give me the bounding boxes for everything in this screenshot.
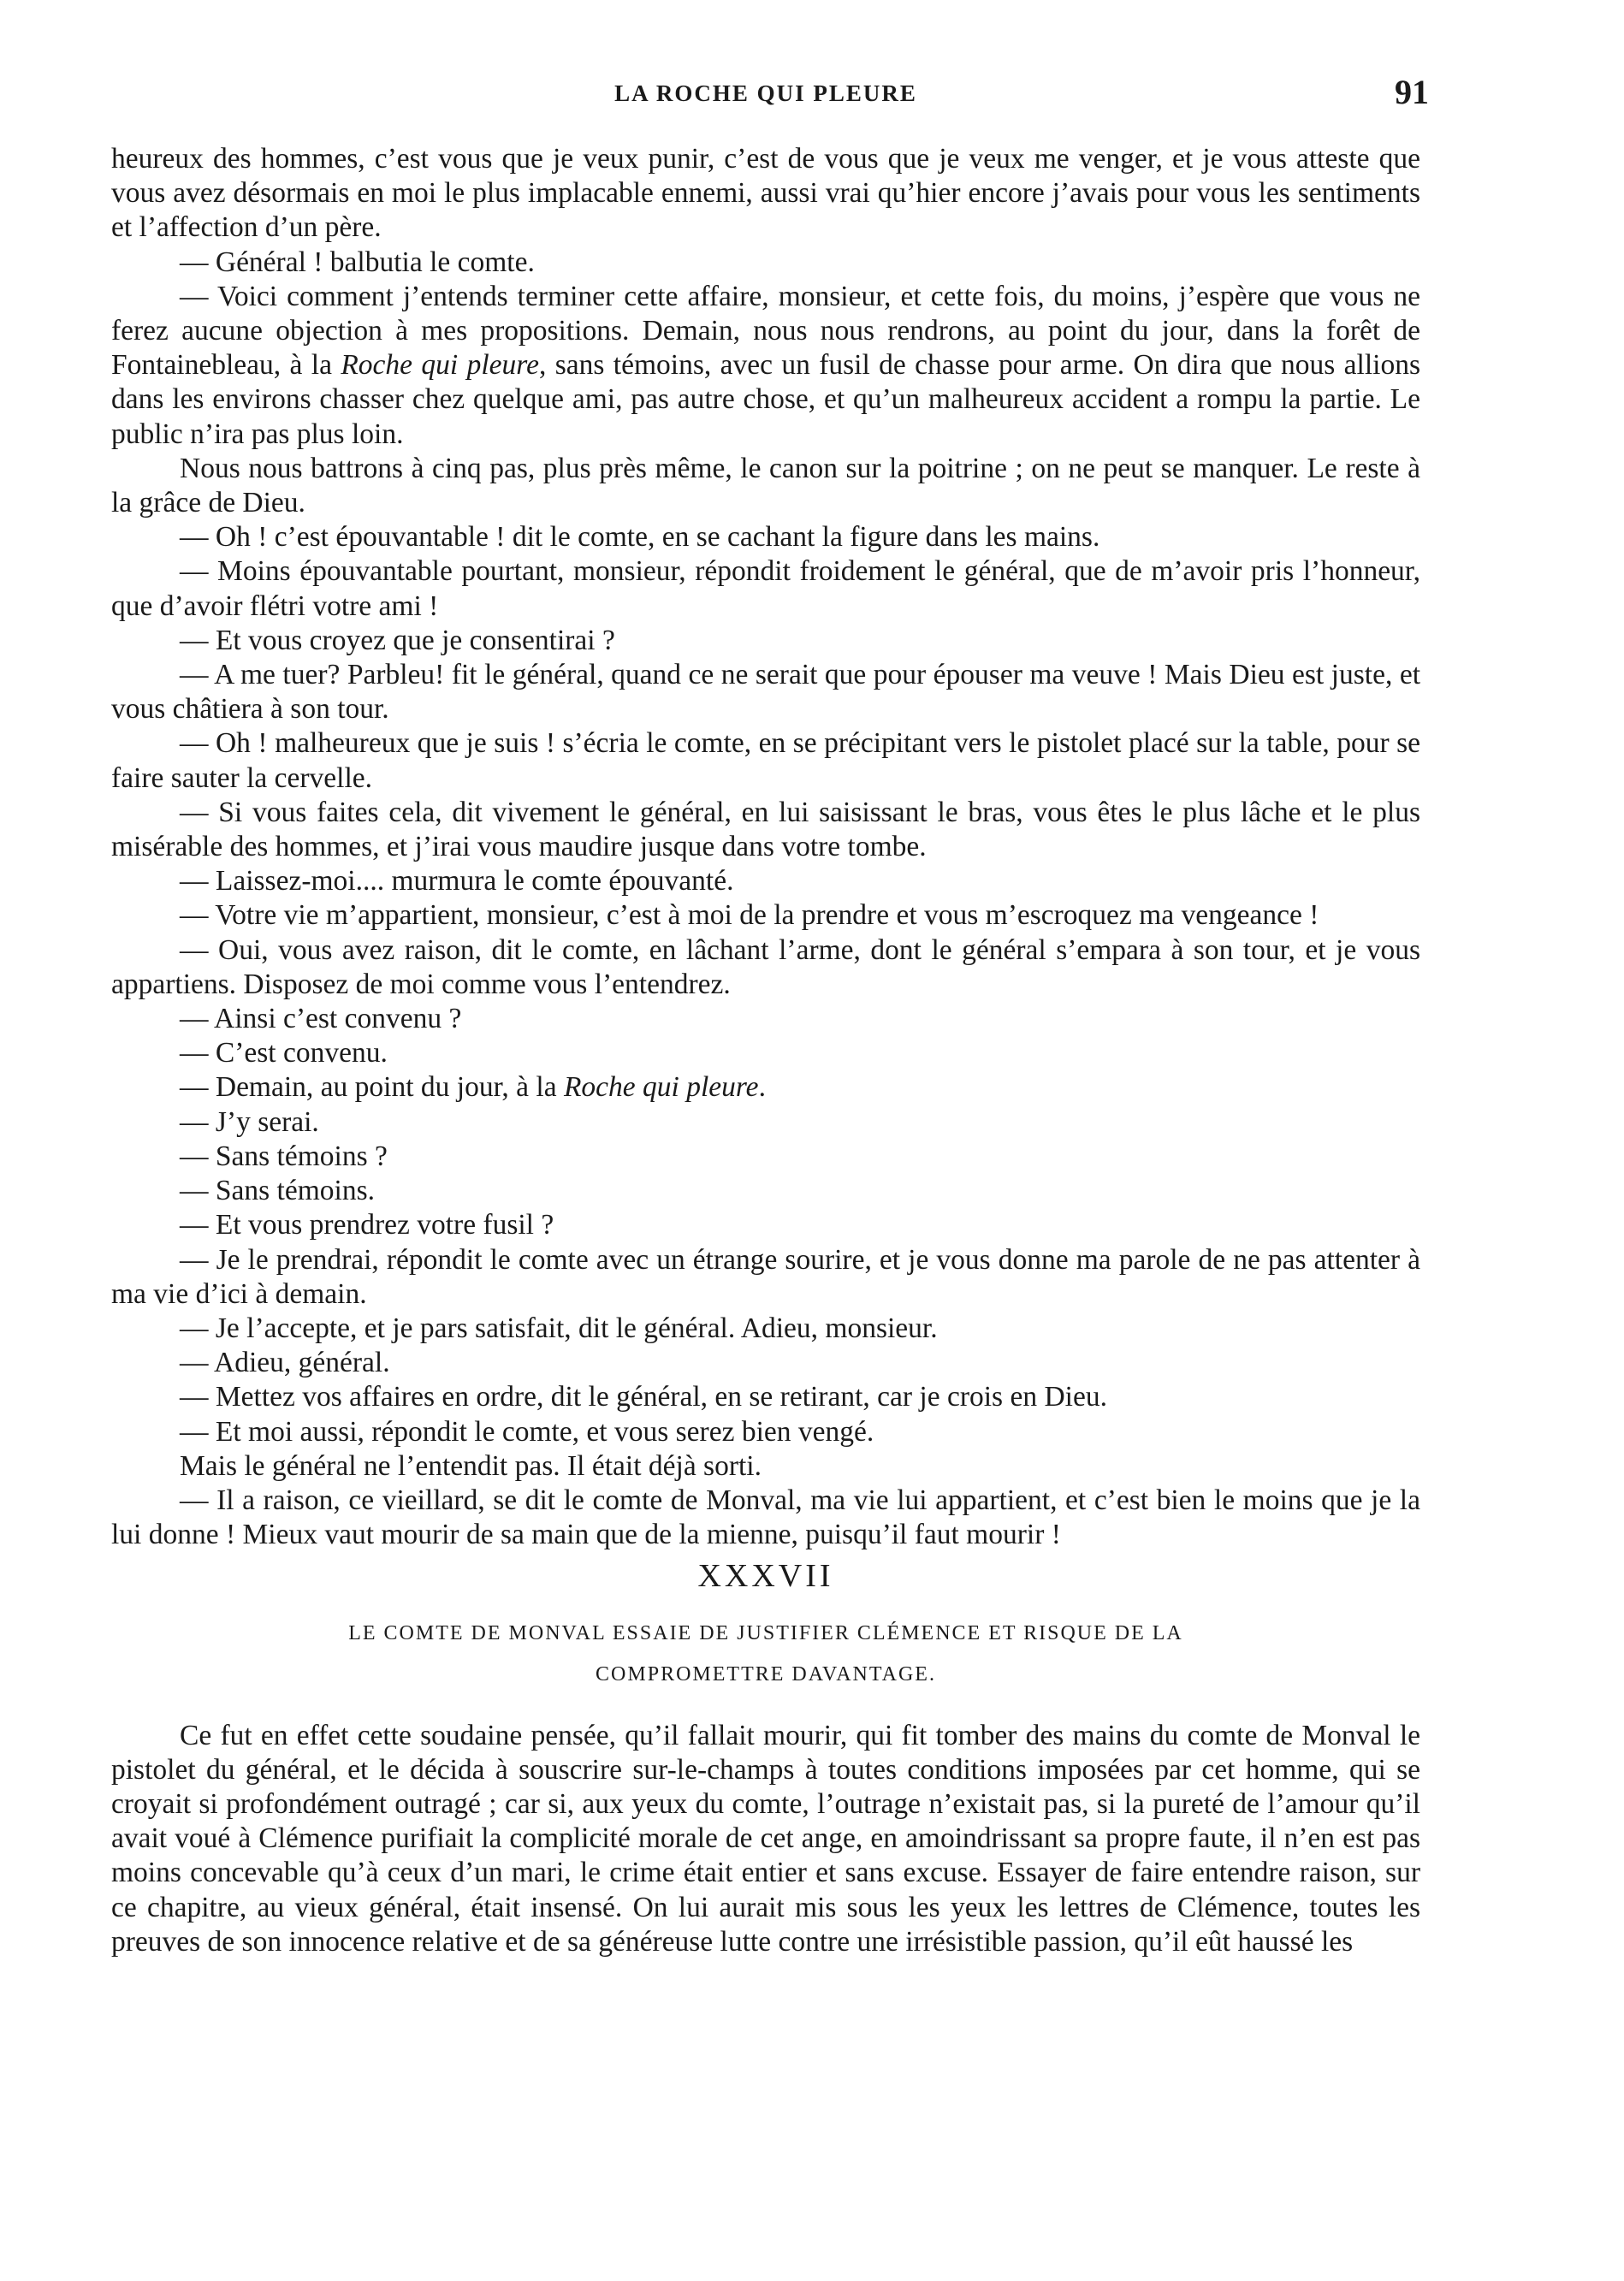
body-text bbox=[111, 142, 1420, 1959]
paragraph: — Il a raison, ce vieillard, se dit le comte de Monval, ma vie lui appartient, et c’est bien le moins que je la lui donne ! Mieux vaut mourir de sa main que de la mienne, puisqu’il faut mourir ! bbox=[111, 1484, 1420, 1551]
paragraph: — Votre vie m’appartient, monsieur, c’est à moi de la prendre et vous m’escroquez ma vengeance ! bbox=[180, 899, 1319, 932]
paragraph: — Laissez-moi.... murmura le comte épouvanté. bbox=[180, 865, 734, 898]
paragraph: — Je l’accepte, et je pars satisfait, dit le général. Adieu, monsieur. bbox=[180, 1312, 938, 1344]
paragraph: — Adieu, général. bbox=[180, 1347, 390, 1379]
page-number: 91 bbox=[1395, 73, 1429, 111]
paragraph: — Général ! balbutia le comte. bbox=[180, 246, 535, 278]
paragraph: — J’y serai. bbox=[180, 1105, 319, 1138]
paragraph: Ce fut en effet cette soudaine pensée, qu’il fallait mourir, qui fit tomber des mains du comte de Monval le pistolet du général, et le décida à souscrire sur-le-champs à toutes conditions imposées par cet homme, qui se croyait si profondément outragé ; car si, aux yeux du comte, l’outrage n’existait pas, si la pureté de l’amour qu’il avait voué à Clémence purifiait la complicité morale de cet ange, en amoindrissant sa propre faute, il n’en est pas moins concevable qu’à ceux d’un mari, le crime était entier et sans excuse. Essayer de faire entendre raison, sur ce chapitre, au vieux général, était insensé. On lui aurait mis sous les yeux les lettres de Clémence, toutes les preuves de son innocence relative et de sa généreuse lutte contre une irrésistible passion, qu’il eût haussé les bbox=[111, 1719, 1420, 1958]
place-name: Roche qui pleure bbox=[341, 349, 539, 382]
paragraph: — C’est convenu. bbox=[180, 1037, 388, 1069]
paragraph: heureux des hommes, c’est vous que je veux punir, c’est de vous que je veux me venger, et je vous atteste que vous avez désormais en moi le plus implacable ennemi, aussi vrai qu’hier encore j’avais pour vous les sentiments et l’affection d’un père. bbox=[111, 143, 1420, 244]
paragraph: — Oh ! c’est épouvantable ! dit le comte, en se cachant la figure dans les mains. bbox=[180, 521, 1100, 554]
paragraph: — Oh ! malheureux que je suis ! s’écria le comte, en se précipitant vers le pistolet placé sur la table, pour se faire sauter la cervelle. bbox=[111, 727, 1420, 794]
paragraph: — Et moi aussi, répondit le comte, et vous serez bien vengé. bbox=[180, 1415, 874, 1448]
running-title: LA ROCHE QUI PLEURE bbox=[614, 80, 917, 106]
chapter-summary-line: COMPROMETTRE DAVANTAGE. bbox=[596, 1662, 936, 1686]
chapter-number: XXXVII bbox=[697, 1558, 834, 1595]
paragraph: — Ainsi c’est convenu ? bbox=[180, 1003, 462, 1035]
chapter-summary bbox=[163, 1613, 1369, 1695]
paragraph: — Mettez vos affaires en ordre, dit le général, en se retirant, car je crois en Dieu. bbox=[180, 1381, 1107, 1413]
paragraph: — Moins épouvantable pourtant, monsieur, répondit froidement le général, que de m’avoir pris l’honneur, que d’avoir flétri votre ami ! bbox=[111, 555, 1420, 622]
paragraph: Mais le général ne l’entendit pas. Il était déjà sorti. bbox=[180, 1449, 762, 1482]
paragraph: — Voici comment j’entends terminer cette affaire, monsieur, et cette fois, du moins, j’espère que vous ne ferez aucune objection à mes propositions. Demain, nous nous rendrons, au point du jour, dans la forêt de Fontainebleau, à la Roche qui pleure, sans témoins, avec un fusil de chasse pour arme. On dira que nous allions dans les environs chasser chez quelque ami, pas autre chose, et qu’un malheureux accident a rompu la partie. Le public n’ira pas plus loin. bbox=[111, 280, 1420, 450]
paragraph: — Oui, vous avez raison, dit le comte, en lâchant l’arme, dont le général s’empara à son tour, et je vous appartiens. Disposez de moi comme vous l’entendrez. bbox=[111, 933, 1420, 1000]
paragraph: — Demain, au point du jour, à la Roche qui pleure. bbox=[180, 1071, 766, 1104]
paragraph: — A me tuer? Parbleu! fit le général, quand ce ne serait que pour épouser ma veuve ! Mais Dieu est juste, et vous châtiera à son tour. bbox=[111, 659, 1420, 726]
paragraph: — Et vous prendrez votre fusil ? bbox=[180, 1209, 554, 1241]
running-head bbox=[111, 73, 1429, 118]
paragraph: — Je le prendrai, répondit le comte avec un étrange sourire, et je vous donne ma parole de ne pas attenter à ma vie d’ici à demain. bbox=[111, 1243, 1420, 1310]
paragraph: Nous nous battrons à cinq pas, plus près même, le canon sur la poitrine ; on ne peut se manquer. Le reste à la grâce de Dieu. bbox=[111, 452, 1420, 519]
paragraph: — Sans témoins. bbox=[180, 1175, 375, 1207]
paragraph: — Et vous croyez que je consentirai ? bbox=[180, 624, 615, 656]
paragraph: — Sans témoins ? bbox=[180, 1140, 388, 1172]
place-name: Roche qui pleure bbox=[563, 1071, 759, 1104]
paragraph: — Si vous faites cela, dit vivement le général, en lui saisissant le bras, vous êtes le plus lâche et le plus misérable des hommes, et j’irai vous maudire jusque dans votre tombe. bbox=[111, 796, 1420, 863]
chapter-summary-line: LE COMTE DE MONVAL ESSAIE DE JUSTIFIER CLÉMENCE ET RISQUE DE LA bbox=[348, 1621, 1183, 1644]
